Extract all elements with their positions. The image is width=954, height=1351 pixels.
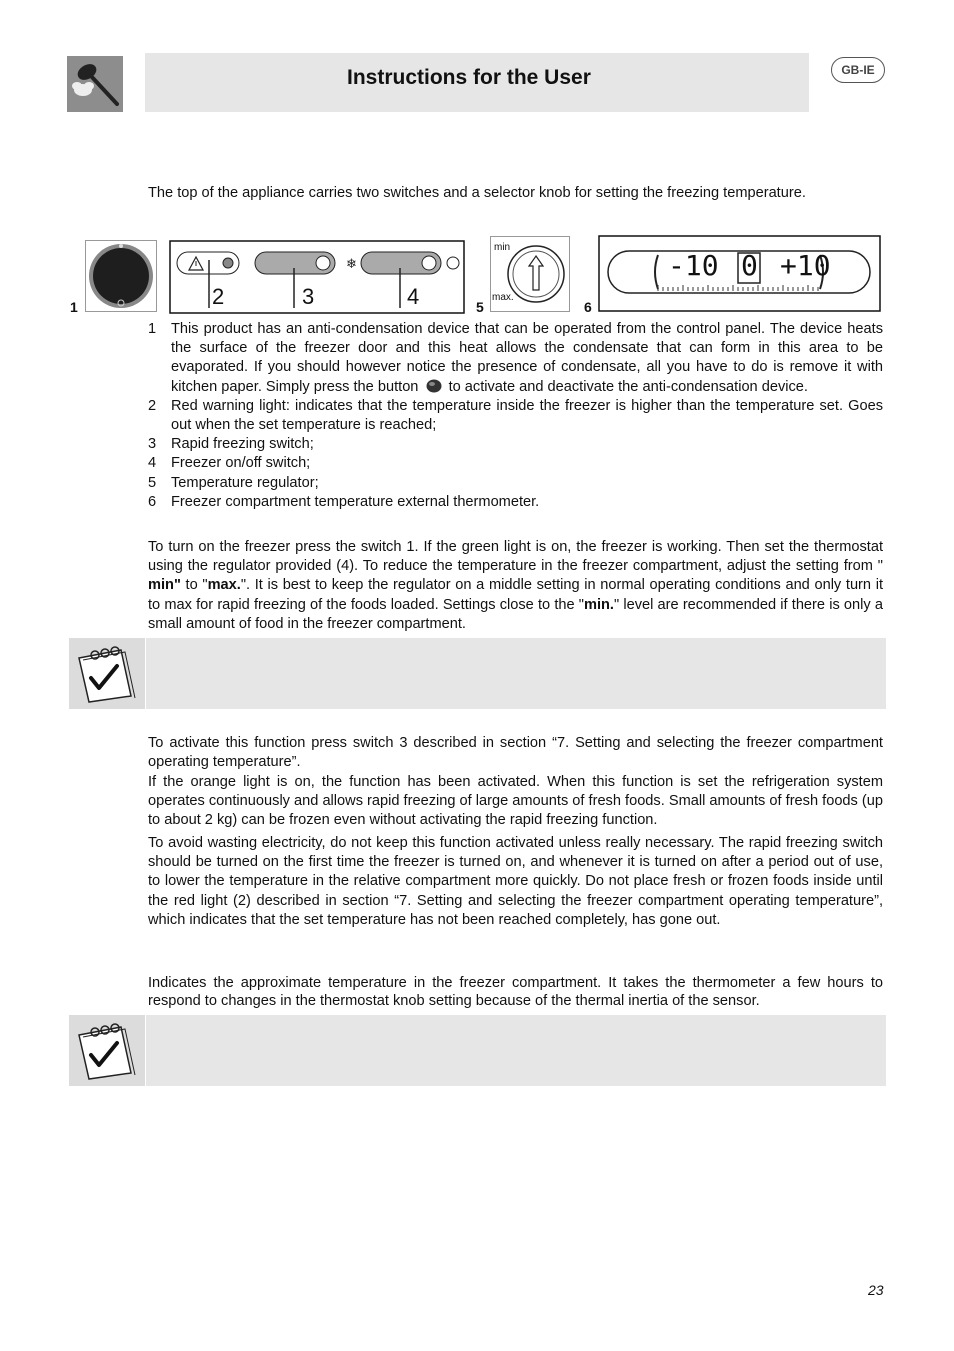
- temperature-regulator-figure: [490, 236, 570, 312]
- language-badge: GB-IE: [831, 57, 885, 83]
- anti-condensation-button-icon: [426, 379, 442, 393]
- component-list: [148, 320, 883, 512]
- figure-label-1: 1: [70, 299, 78, 315]
- list-item: 5 Temperature regulator;: [148, 474, 319, 491]
- figure-label-6: 6: [584, 299, 592, 315]
- list-item: 1 This product has an anti-condensation device that can be operated from the control panel. The device heats the surface of the freezer door and this heat allows the condensate that can form in this area to be evaporated. If you should however notice the presence of condensate, all you have to do is remove it with kitchen paper. Simply press the button to activate and deactivate the anti-condensation device.: [148, 321, 883, 395]
- turn-on-paragraph: To turn on the freezer press the switch 1. If the green light is on, the freezer is working. Then set the thermostat using the regulator provided (4). To reduce the temperature in the freezer compartment, adjust the setting from " min" to "max.". It is best to keep the regulator on a middle setting in normal operating conditions and only turn it to max for rapid freezing of the foods loaded. Settings close to the "min." level are recommended if there is only a small amount of food in the freezer compartment.: [148, 539, 883, 632]
- thermometer-paragraph: Indicates the approximate temperature in the freezer compartment. It takes the thermometer a few hours to respond to changes in the thermostat knob setting because of the thermal inertia of the sensor.: [148, 975, 883, 1009]
- note-box: [69, 638, 886, 709]
- external-thermometer-figure: [598, 235, 881, 312]
- figure-label-5: 5: [476, 299, 484, 315]
- page-number: 23: [868, 1282, 884, 1298]
- note-box: [69, 1015, 886, 1086]
- switch-number-2: 2: [212, 284, 225, 309]
- anti-condensation-button-figure: [85, 240, 157, 312]
- list-item: 3 Rapid freezing switch;: [148, 436, 314, 453]
- regulator-max-label: max.: [492, 292, 514, 303]
- switch-number-4: 4: [407, 284, 420, 309]
- thermometer-scale-zero: 0: [741, 249, 758, 282]
- rapid-freezing-paragraph-3: To avoid wasting electricity, do not keep this function activated unless really necessary. The rapid freezing switch should be turned on the first time the freezer is turned on, and whenever it is turned on after a period out of use, to lower the temperature in the relative compartment more quickly. Do not place fresh or frozen foods inside until the red light (2) described in section “7. Setting and selecting the freezer compartment operating temperature”, which indicates that the set temperature has not been reached completely, has gone out.: [148, 835, 883, 928]
- intro-text: The top of the appliance carries two switches and a selector knob for setting the freezing temperature.: [148, 185, 806, 201]
- note-icon: [69, 1015, 146, 1086]
- thermometer-scale-plus10: +10: [780, 249, 831, 282]
- rapid-freezing-paragraph-1: To activate this function press switch 3 described in section “7. Setting and selecting the freezer compartment operating temperature”.: [148, 735, 883, 771]
- thermometer-scale-minus10: -10: [668, 249, 719, 282]
- list-item: 4 Freezer on/off switch;: [148, 455, 311, 472]
- chef-logo-icon: [67, 56, 123, 112]
- switch-number-3: 3: [302, 284, 315, 309]
- page-title: Instructions for the User: [347, 66, 591, 89]
- regulator-min-label: min: [494, 242, 511, 253]
- switch-panel-figure: [169, 240, 465, 314]
- list-item: 6 Freezer compartment temperature external thermometer.: [148, 493, 540, 510]
- list-item: 2 Red warning light: indicates that the temperature inside the freezer is higher than the temperature set. Goes out when the set temperature is reached;: [148, 397, 883, 434]
- svg-text:❄: ❄: [346, 257, 357, 272]
- note-icon: [69, 638, 146, 709]
- rapid-freezing-paragraph-2: If the orange light is on, the function has been activated. When this function is set the refrigeration system operates continuously and allows rapid freezing of large amounts of fresh foods. Small amounts of fresh foods (up to about 2 kg) can be frozen even without activating the rapid freezing function.: [148, 774, 883, 829]
